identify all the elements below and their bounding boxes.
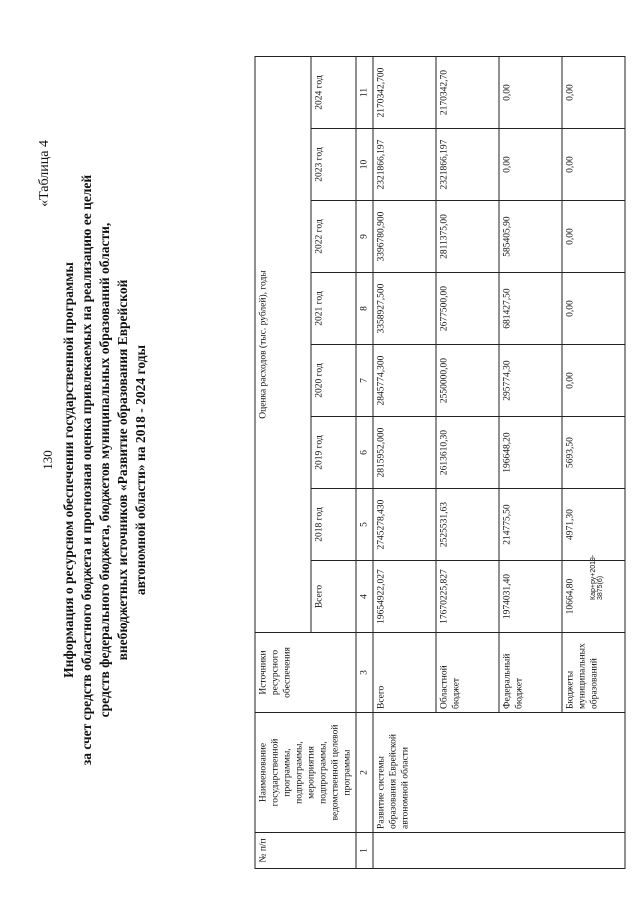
heading-line-4: внебюджетных источников «Развитие образования Еврейской xyxy=(115,279,130,661)
value-cell: 0,00 xyxy=(562,273,625,345)
value-cell: 19654922,027 xyxy=(373,561,436,633)
col-header-name: Наименование государственной программы, подпрограммы, мероприятия подпрограммы, ведомственной целевой программы xyxy=(255,713,356,833)
value-cell: 1974031,40 xyxy=(499,561,562,633)
resource-table xyxy=(255,56,626,869)
page-number: 130 xyxy=(40,450,55,470)
index-cell: 2 xyxy=(356,713,373,833)
heading-line-5: автономной области» на 2018 - 2024 годы xyxy=(133,344,148,596)
heading-line-3: средств федерального бюджета, бюджетов муниципальных образований области, xyxy=(97,222,112,718)
value-cell: 3396780,900 xyxy=(373,201,436,273)
value-cell: 17670225,827 xyxy=(436,561,499,633)
value-cell: 2815952,000 xyxy=(373,417,436,489)
source-cell: Федеральный бюджет xyxy=(499,633,562,713)
value-cell: 2550000,00 xyxy=(436,345,499,417)
col-header-2022: 2022 год xyxy=(311,201,356,273)
col-header-2018: 2018 год xyxy=(311,489,356,561)
source-cell: Областной бюджет xyxy=(436,633,499,713)
index-cell: 6 xyxy=(356,417,373,489)
table-heading xyxy=(36,140,150,800)
index-cell: 4 xyxy=(356,561,373,633)
table-row xyxy=(373,57,436,869)
col-header-source: Источники ресурсного обеспечения xyxy=(255,633,356,713)
value-cell: 0,00 xyxy=(562,57,625,129)
document-id: Кар+ру+2019-3875(6) xyxy=(590,554,604,600)
value-cell: 2845774,300 xyxy=(373,345,436,417)
value-cell: 4971,30 xyxy=(562,489,625,561)
col-header-num: № п/п xyxy=(255,833,356,869)
value-cell: 2321866,197 xyxy=(373,129,436,201)
col-header-2023: 2023 год xyxy=(311,129,356,201)
col-header-estimate: Оценка расходов (тыс. рублей), годы xyxy=(255,57,311,633)
value-cell: 5693,50 xyxy=(562,417,625,489)
source-cell: Бюджеты муниципальных образований xyxy=(562,633,625,713)
heading-line-1: Информация о ресурсном обеспечении государственной программы xyxy=(61,262,76,678)
value-cell: 2525531,63 xyxy=(436,489,499,561)
value-cell: 0,00 xyxy=(562,129,625,201)
value-cell: 2170342,700 xyxy=(373,57,436,129)
index-row xyxy=(356,57,373,869)
value-cell: 0,00 xyxy=(562,201,625,273)
source-cell: Всего xyxy=(373,633,436,713)
index-cell: 9 xyxy=(356,201,373,273)
value-cell: 3358927,500 xyxy=(373,273,436,345)
value-cell: 214775,50 xyxy=(499,489,562,561)
value-cell: 10664,80 xyxy=(562,561,625,633)
value-cell: 0,00 xyxy=(499,129,562,201)
value-cell: 585405,90 xyxy=(499,201,562,273)
table-label: «Таблица 4 xyxy=(37,140,52,207)
value-cell: 295774,30 xyxy=(499,345,562,417)
value-cell: 2613610,30 xyxy=(436,417,499,489)
header-row-1 xyxy=(255,57,311,869)
program-name-cell: Развитие системы образования Еврейской автономной области xyxy=(373,713,625,833)
value-cell: 2321866,197 xyxy=(436,129,499,201)
index-cell: 7 xyxy=(356,345,373,417)
col-header-2019: 2019 год xyxy=(311,417,356,489)
value-cell: 2745278,430 xyxy=(373,489,436,561)
index-cell: 8 xyxy=(356,273,373,345)
col-header-2021: 2021 год xyxy=(311,273,356,345)
value-cell: 0,00 xyxy=(562,345,625,417)
index-cell: 5 xyxy=(356,489,373,561)
value-cell: 0,00 xyxy=(499,57,562,129)
value-cell: 196648,20 xyxy=(499,417,562,489)
value-cell: 2677500,00 xyxy=(436,273,499,345)
index-cell: 1 xyxy=(356,833,373,869)
value-cell: 2811375,00 xyxy=(436,201,499,273)
col-header-2020: 2020 год xyxy=(311,345,356,417)
col-header-total: Всего xyxy=(311,561,356,633)
index-cell: 11 xyxy=(356,57,373,129)
index-cell: 3 xyxy=(356,633,373,713)
heading-line-2: за счет средств областного бюджета и прогнозная оценка привлекаемых на реализацию ее целей xyxy=(79,174,94,766)
col-header-2024: 2024 год xyxy=(311,57,356,129)
value-cell: 681427,50 xyxy=(499,273,562,345)
row-number-cell xyxy=(373,833,625,869)
index-cell: 10 xyxy=(356,129,373,201)
value-cell: 2170342,70 xyxy=(436,57,499,129)
